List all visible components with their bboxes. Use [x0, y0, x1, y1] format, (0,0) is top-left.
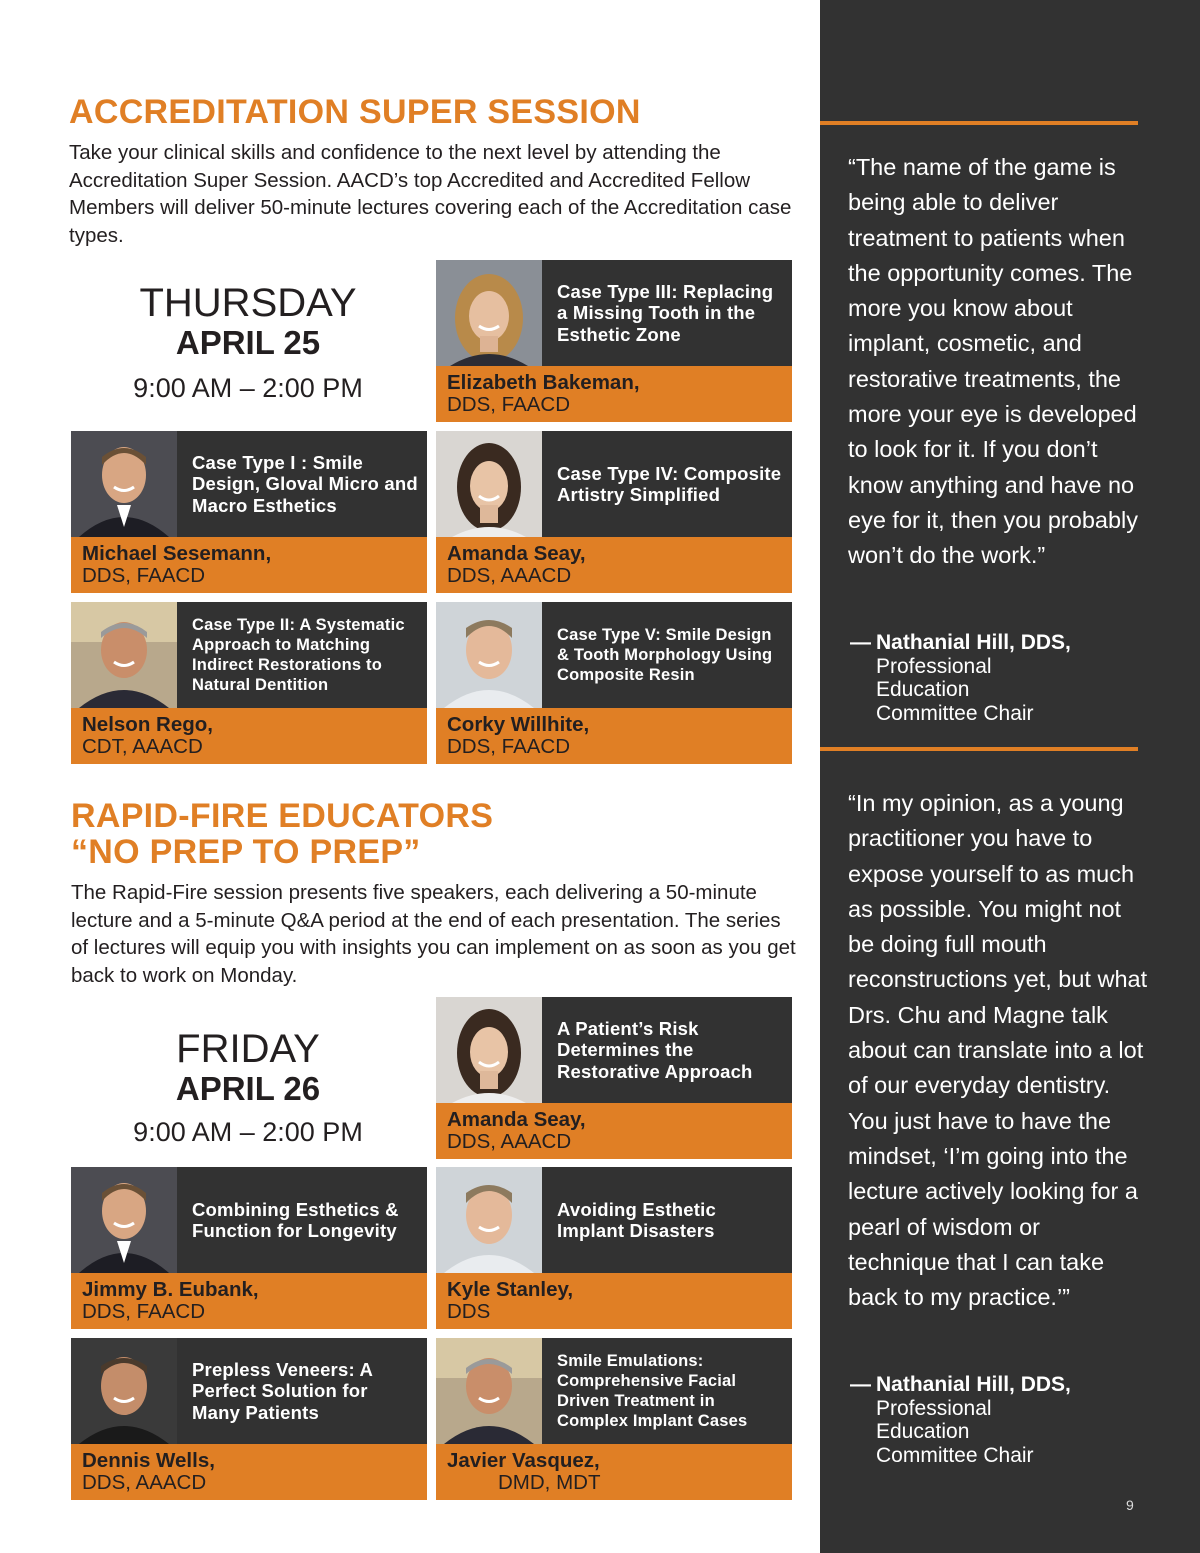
day-name: THURSDAY — [139, 281, 357, 325]
day-name: FRIDAY — [176, 1027, 320, 1071]
friday-schedule — [68, 1027, 428, 1147]
session-card — [436, 1338, 792, 1500]
speaker-namebar — [71, 708, 427, 764]
speaker-namebar — [436, 1103, 792, 1159]
quote-attribution — [850, 1373, 1150, 1467]
speaker-namebar — [436, 537, 792, 593]
session-card — [436, 997, 792, 1159]
speaker-credentials: DDS, FAACD — [447, 392, 571, 416]
session-topic: A Patient’s Risk Determines the Restorative Approach — [557, 1017, 753, 1082]
session-topic: Prepless Veneers: A Perfect Solution for Many Patients — [192, 1358, 373, 1423]
quote-text: “In my opinion, as a young practitioner you have to expose yourself to as much as possible. You might not be doing full mouth reconstructions yet, but what Drs. Chu and Magne talk about can translate into a lot of our everyday dentistry. You just have to have the mindset, ‘I’m going into the lecture actively looking for a pearl of wisdom or technique that I can take back to my practice.’” — [848, 790, 1148, 1311]
speaker-name: Amanda Seay, — [447, 1108, 586, 1131]
thursday-schedule — [68, 281, 428, 403]
rapid-fire-title-line2: “NO PREP TO PREP” — [71, 833, 421, 871]
speaker-credentials: DDS, FAACD — [447, 734, 571, 758]
attribution-role-line: Professional — [876, 1396, 992, 1420]
session-topic: Case Type III: Replacing a Missing Tooth in the Esthetic Zone — [557, 280, 774, 345]
session-topic: Case Type I : Smile Design, Gloval Micro and Macro Esthetics — [192, 451, 418, 516]
session-card — [71, 1338, 427, 1500]
speaker-credentials: DDS, AAACD — [82, 1470, 207, 1494]
speaker-photo — [436, 260, 542, 366]
quote-text: “The name of the game is being able to deliver treatment to patients when the opportunity comes. The more you know about implant, cosmetic, and restorative treatments, the more your eye is developed to look for it. If you don’t know anything and have no eye for it, then you probably won’t do the work.” — [848, 154, 1139, 569]
attribution-dash: — — [850, 631, 871, 654]
session-topic: Avoiding Esthetic Implant Disasters — [557, 1198, 716, 1241]
speaker-photo — [436, 997, 542, 1103]
speaker-name: Dennis Wells, — [82, 1449, 215, 1472]
speaker-name: Nelson Rego, — [82, 713, 213, 736]
attribution-role-line: Committee Chair — [876, 701, 1034, 725]
page-number: 9 — [1126, 1497, 1134, 1513]
session-topic: Smile Emulations: Comprehensive Facial Driven Treatment in Complex Implant Cases — [557, 1352, 748, 1430]
accreditation-title: ACCREDITATION SUPER SESSION — [69, 93, 641, 131]
day-date: APRIL 26 — [175, 1070, 321, 1107]
session-topic: Case Type II: A Systematic Approach to Matching Indirect Restorations to Natural Dentition — [192, 616, 405, 694]
speaker-credentials: DMD, MDT — [498, 1470, 601, 1494]
day-date: APRIL 25 — [175, 324, 321, 361]
session-card — [436, 602, 792, 764]
rapid-fire-title — [71, 798, 493, 870]
speaker-photo — [71, 1338, 177, 1444]
session-topic: Case Type IV: Composite Artistry Simplified — [557, 462, 782, 505]
speaker-name: Javier Vasquez, — [447, 1449, 600, 1472]
speaker-name: Corky Willhite, — [447, 713, 590, 736]
session-card — [436, 260, 792, 422]
session-topic: Case Type V: Smile Design & Tooth Morphology Using Composite Resin — [557, 626, 773, 684]
day-time: 9:00 AM – 2:00 PM — [133, 1117, 363, 1147]
session-card — [436, 431, 792, 593]
speaker-credentials: DDS, AAACD — [447, 1129, 572, 1153]
attribution-role-line: Professional — [876, 654, 992, 678]
speaker-credentials: DDS, FAACD — [82, 1299, 206, 1323]
speaker-name: Michael Sesemann, — [82, 542, 272, 565]
quote-sidebar — [820, 0, 1200, 1553]
speaker-photo — [436, 602, 542, 708]
speaker-credentials: DDS, FAACD — [82, 563, 206, 587]
speaker-credentials: DDS, AAACD — [447, 563, 572, 587]
speaker-photo — [71, 1167, 177, 1273]
speaker-namebar — [436, 1444, 792, 1500]
speaker-photo — [436, 1338, 542, 1444]
speaker-namebar — [71, 537, 427, 593]
accreditation-intro: Take your clinical skills and confidence to the next level by attending the Accreditation Super Session. AACD’s top Accredited and Accredited Fellow Members will deliver 50-minute lectures covering each of the Accreditation case types. — [69, 141, 792, 247]
attribution-name: Nathanial Hill, DDS, — [876, 1373, 1071, 1396]
speaker-photo — [71, 431, 177, 537]
speaker-photo — [436, 431, 542, 537]
session-topic: Combining Esthetics & Function for Longevity — [192, 1198, 399, 1241]
speaker-credentials: CDT, AAACD — [82, 734, 203, 758]
speaker-name: Jimmy B. Eubank, — [82, 1278, 259, 1301]
speaker-name: Kyle Stanley, — [447, 1278, 574, 1301]
attribution-role-line: Education — [876, 678, 970, 702]
session-card — [71, 1167, 427, 1329]
session-card — [71, 431, 427, 593]
orange-divider — [820, 121, 1138, 125]
speaker-namebar — [71, 1444, 427, 1500]
attribution-dash: — — [850, 1373, 871, 1396]
speaker-name: Elizabeth Bakeman, — [447, 371, 640, 394]
speaker-credentials: DDS — [447, 1299, 491, 1323]
speaker-photo — [71, 602, 177, 708]
session-card — [436, 1167, 792, 1329]
speaker-namebar — [436, 708, 792, 764]
attribution-name: Nathanial Hill, DDS, — [876, 631, 1071, 654]
quote-attribution — [850, 631, 1150, 725]
rapid-fire-intro: The Rapid-Fire session presents five speakers, each delivering a 50-minute lecture and a 5-minute Q&A period at the end of each presentation. The series of lectures will equip you with insights you can implement on as soon as you get back to work on Monday. — [71, 881, 796, 987]
speaker-namebar — [436, 1273, 792, 1329]
speaker-namebar — [436, 366, 792, 422]
day-time: 9:00 AM – 2:00 PM — [133, 373, 363, 403]
session-card — [71, 602, 427, 764]
speaker-name: Amanda Seay, — [447, 542, 586, 565]
speaker-namebar — [71, 1273, 427, 1329]
attribution-role-line: Committee Chair — [876, 1443, 1034, 1467]
orange-divider — [820, 747, 1138, 751]
rapid-fire-title-line1: RAPID-FIRE EDUCATORS — [71, 797, 494, 835]
attribution-role-line: Education — [876, 1420, 970, 1444]
speaker-photo — [436, 1167, 542, 1273]
